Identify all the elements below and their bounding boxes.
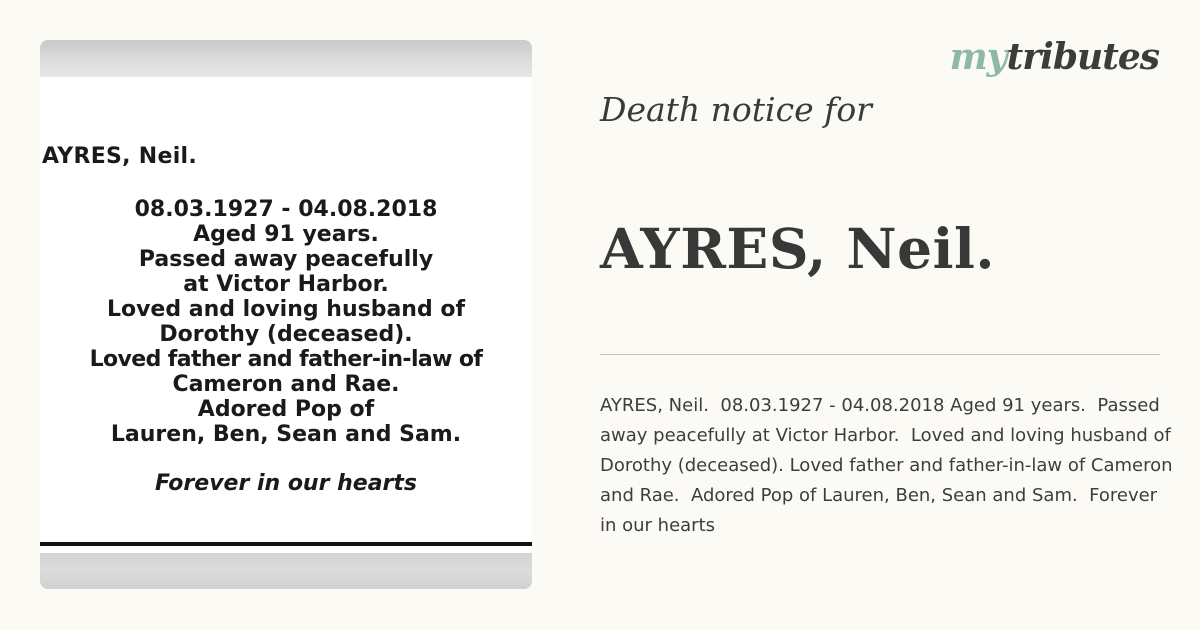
clipping-rule [40, 542, 532, 546]
logo-my: my [949, 36, 1007, 78]
logo-tributes: tributes [1006, 36, 1159, 78]
clipping-line: Adored Pop of [197, 397, 375, 422]
divider [600, 354, 1160, 355]
clipping-bottom-band [40, 553, 532, 589]
notice-text: AYRES, Neil. 08.03.1927 - 04.08.2018 Aged 91 years. Passed away peacefully at Victor Harbor. Loved and loving husband of Dorothy (deceased). Loved father and father-in-law of Cameron and Rae. Adored Pop of Lauren, Ben, Sean and Sam. Forever in our hearts [600, 395, 1179, 536]
clipping-line: Loved father and father-in-law of [89, 347, 483, 372]
clipping-line: Cameron and Rae. [172, 372, 400, 397]
clipping-line-age: Aged 91 years. [193, 222, 379, 247]
clipping-closing: Forever in our hearts [154, 471, 417, 496]
deceased-name: AYRES, Neil. [600, 216, 996, 281]
clipping-line: Passed away peacefully [138, 247, 434, 272]
mytributes-logo[interactable] [950, 36, 1159, 78]
clipping-top-band [40, 40, 532, 77]
clipping-body [40, 197, 532, 447]
clipping-line: Lauren, Ben, Sean and Sam. [110, 422, 462, 447]
clipping-line: Dorothy (deceased). [159, 322, 413, 347]
notice-label: Death notice for [600, 90, 872, 129]
notice-clipping-image [40, 40, 532, 589]
clipping-line: Loved and loving husband of [106, 297, 466, 322]
clipping-name: AYRES, Neil. [42, 144, 198, 169]
clipping-line-dates: 08.03.1927 - 04.08.2018 [134, 197, 438, 222]
clipping-line: at Victor Harbor. [183, 272, 389, 297]
